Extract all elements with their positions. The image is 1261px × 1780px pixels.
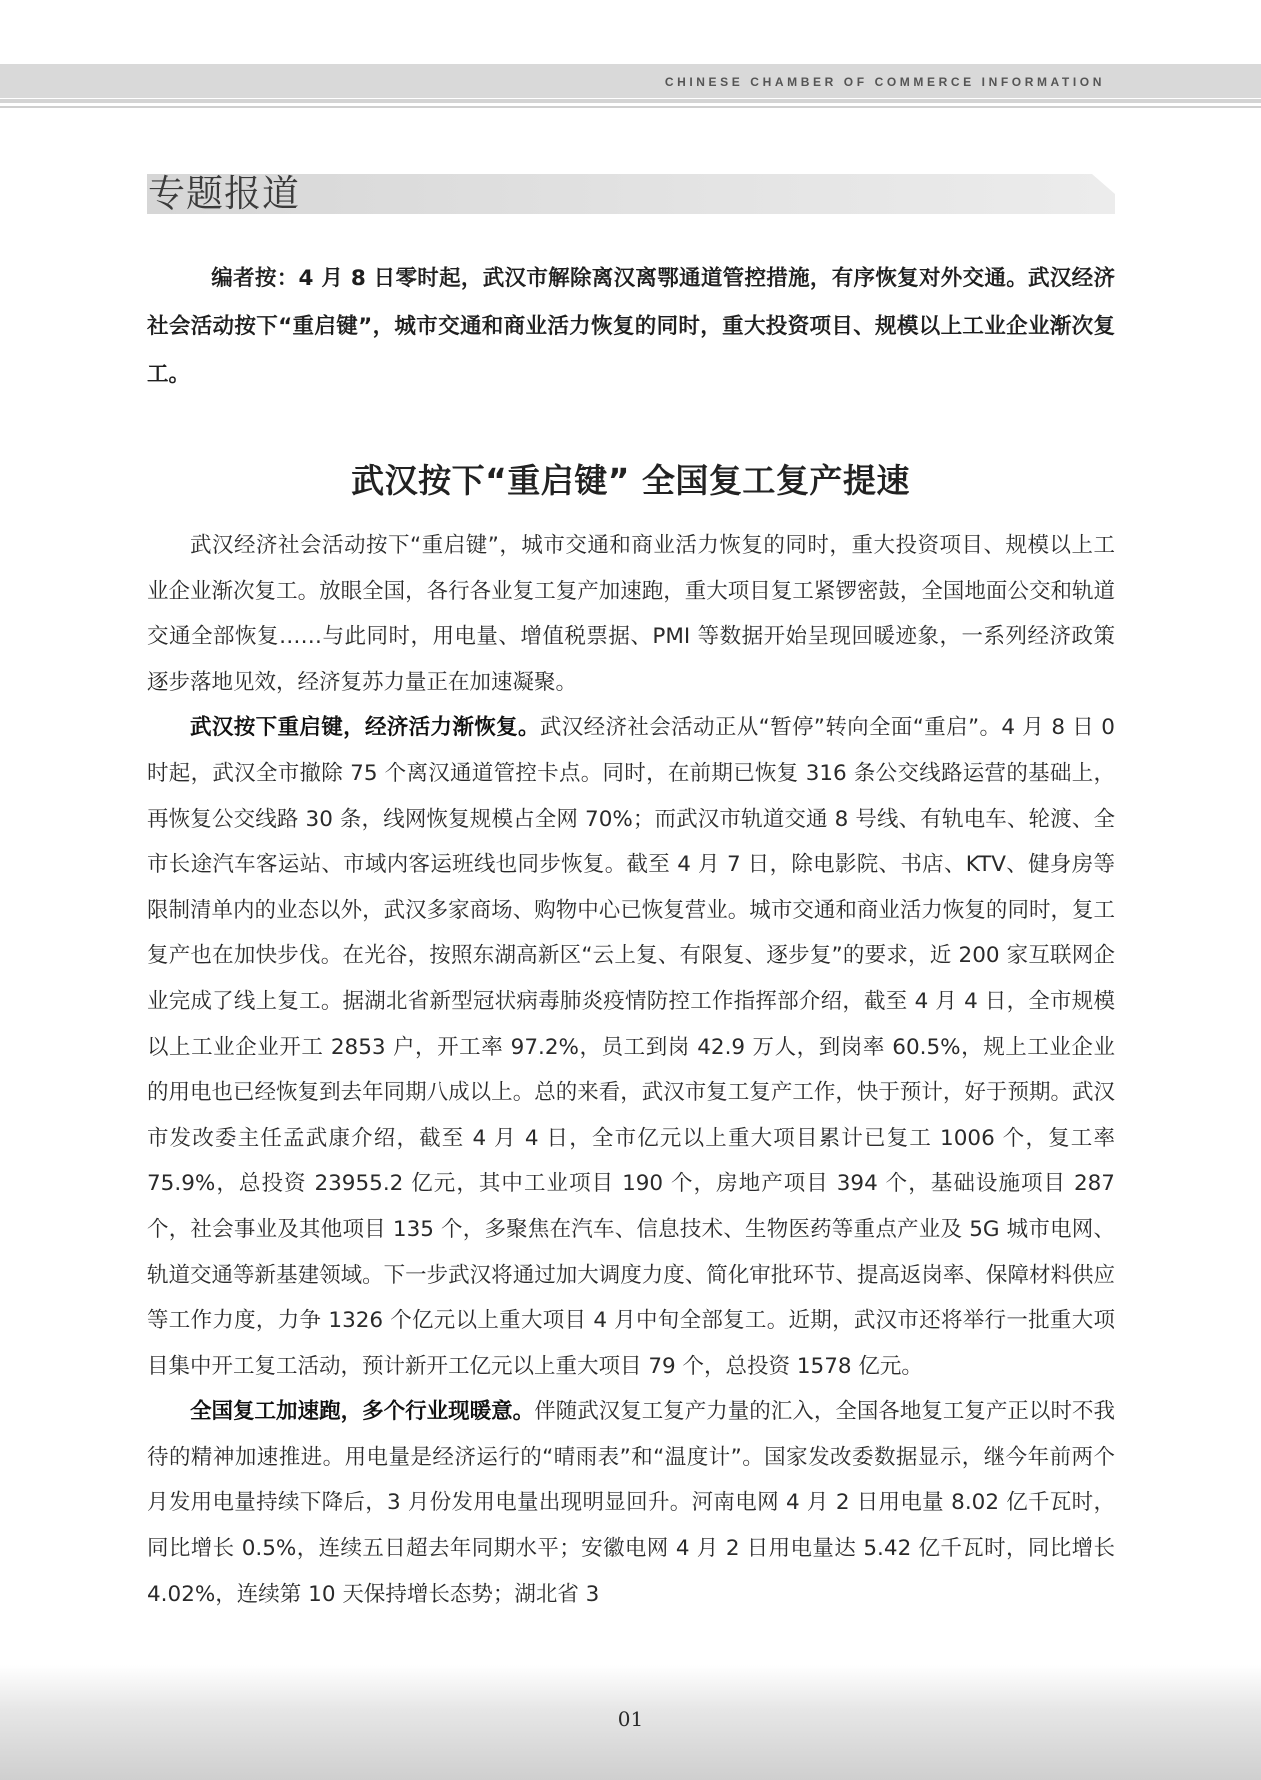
header-rule — [0, 99, 1261, 103]
paragraph-lead: 武汉按下重启键，经济活力渐恢复。 — [190, 715, 540, 741]
publication-name: CHINESE CHAMBER OF COMMERCE INFORMATION — [664, 75, 1105, 89]
paragraph-text: 武汉经济社会活动按下“重启键”，城市交通和商业活力恢复的同时，重大投资项目、规模以上工业企业渐次复工。放眼全国，各行各业复工复产加速跑，重大项目复工紧锣密鼓，全国地面公交和轨道交通全部恢复……与此同时，用电量、增值税票据、PMI 等数据开始呈现回暖迹象，一系列经济政策逐步落地见效，经济复苏力量正在加速凝聚。 — [147, 533, 1115, 695]
article-title: 武汉按下“重启键” 全国复工复产提速 — [351, 461, 910, 500]
paragraph — [147, 1389, 1115, 1617]
editor-note-text: 编者按：4 月 8 日零时起，武汉市解除离汉离鄂通道管控措施，有序恢复对外交通。武汉经济社会活动按下“重启键”，城市交通和商业活力恢复的同时，重大投资项目、规模以上工业企业渐次复工。 — [147, 266, 1115, 387]
paragraph — [147, 523, 1115, 705]
paragraph-lead: 全国复工加速跑，多个行业现暖意。 — [190, 1399, 535, 1425]
section-title: 专题报道 — [148, 172, 300, 215]
article-body — [147, 523, 1115, 1617]
paragraph-text: 伴随武汉复工复产力量的汇入，全国各地复工复产正以时不我待的精神加速推进。用电量是经济运行的“晴雨表”和“温度计”。国家发改委数据显示，继今年前两个月发用电量持续下降后，3 月份发用电量出现明显回升。河南电网 4 月 2 日用电量 8.02 亿千瓦时，同比增长 0.5%，连续五日超去年同期水平；安徽电网 4 月 2 日用电量达 5.42 亿千瓦时，同比增长 4.02%，连续第 10 天保持增长态势；湖北省 3 — [147, 1399, 1115, 1607]
header-rule-thin — [0, 106, 1261, 108]
editor-note — [147, 255, 1115, 399]
paragraph — [147, 705, 1115, 1389]
paragraph-text: 武汉经济社会活动正从“暂停”转向全面“重启”。4 月 8 日 0 时起，武汉全市撤除 75 个离汉通道管控卡点。同时，在前期已恢复 316 条公交线路运营的基础上，再恢复公交线路 30 条，线网恢复规模占全网 70%；而武汉市轨道交通 8 号线、有轨电车、轮渡、全市长途汽车客运站、市域内客运班线也同步恢复。截至 4 月 7 日，除电影院、书店、KTV、健身房等限制清单内的业态以外，武汉多家商场、购物中心已恢复营业。城市交通和商业活力恢复的同时，复工复产也在加快步伐。在光谷，按照东湖高新区“云上复、有限复、逐步复”的要求，近 200 家互联网企业完成了线上复工。据湖北省新型冠状病毒肺炎疫情防控工作指挥部介绍，截至 4 月 4 日，全市规模以上工业企业开工 2853 户，开工率 97.2%，员工到岗 42.9 万人，到岗率 60.5%，规上工业企业的用电也已经恢复到去年同期八成以上。总的来看，武汉市复工复产工作，快于预计，好于预期。武汉市发改委主任孟武康介绍，截至 4 月 4 日，全市亿元以上重大项目累计已复工 1006 个，复工率 75.9%，总投资 23955.2 亿元，其中工业项目 190 个，房地产项目 394 个，基础设施项目 287 个，社会事业及其他项目 135 个，多聚焦在汽车、信息技术、生物医药等重点产业及 5G 城市电网、轨道交通等新基建领域。下一步武汉将通过加大调度力度、简化审批环节、提高返岗率、保障材料供应等工作力度，力争 1326 个亿元以上重大项目 4 月中旬全部复工。近期，武汉市还将举行一批重大项目集中开工复工活动，预计新开工亿元以上重大项目 79 个，总投资 1578 亿元。 — [147, 715, 1115, 1379]
page-number: 01 — [617, 1707, 644, 1731]
